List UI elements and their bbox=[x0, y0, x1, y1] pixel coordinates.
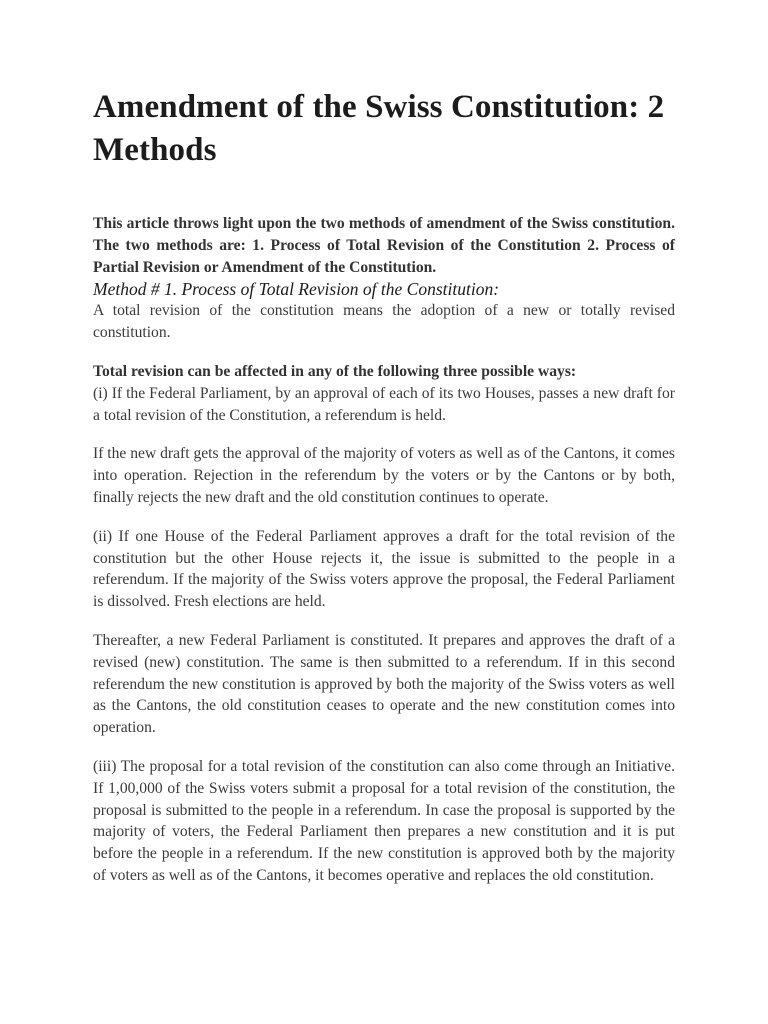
intro-paragraph: This article throws light upon the two methods of amendment of the Swiss constitution. The two methods are: 1. Process of Total Revision of the Constitution 2. Process of Partial Revision or Amendment of the Constitution. bbox=[93, 215, 675, 276]
page-title: Amendment of the Swiss Constitution: 2 Methods bbox=[93, 89, 665, 168]
method-1-definition: A total revision of the constitution means the adoption of a new or totally revised constitution. bbox=[93, 302, 675, 342]
method-1-heading: Method # 1. Process of Total Revision of the Constitution: bbox=[93, 279, 500, 300]
ways-heading: Total revision can be affected in any of the following three possible ways: bbox=[93, 362, 577, 380]
article-body bbox=[93, 86, 675, 887]
way-1-paragraph: (i) If the Federal Parliament, by an approval of each of its two Houses, passes a new draft for a total revision of the Constitution, a referendum is held. bbox=[93, 384, 675, 424]
way-2-continuation-paragraph: Thereafter, a new Federal Parliament is constituted. It prepares and approves the draft of a revised (new) constitution. The same is then submitted to a referendum. If in this second referendum the new constitution is approved by both the majority of the Swiss voters as well as the Cantons, the old constitution ceases to operate and the new constitution comes into operation. bbox=[93, 631, 675, 737]
way-1-continuation-paragraph: If the new draft gets the approval of the majority of voters as well as of the Cantons, it comes into operation. Rejection in the referendum by the voters or by the Cantons or by both, finally rejects the new draft and the old constitution continues to operate. bbox=[93, 445, 676, 506]
way-2-paragraph: (ii) If one House of the Federal Parliament approves a draft for the total revision of the constitution but the other House rejects it, the issue is submitted to the people in a referendum. If the majority of the Swiss voters approve the proposal, the Federal Parliament is dissolved. Fresh elections are held. bbox=[93, 527, 675, 611]
way-3-paragraph: (iii) The proposal for a total revision of the constitution can also come through an Initiative. If 1,00,000 of the Swiss voters submit a proposal for a total revision of the constitution, the proposal is submitted to the people in a referendum. In case the proposal is supported by the majority of voters, the Federal Parliament then prepares a new constitution and it is put before the people in a referendum. If the new constitution is approved both by the majority of voters as well as of the Cantons, it becomes operative and replaces the old constitution. bbox=[93, 757, 675, 884]
